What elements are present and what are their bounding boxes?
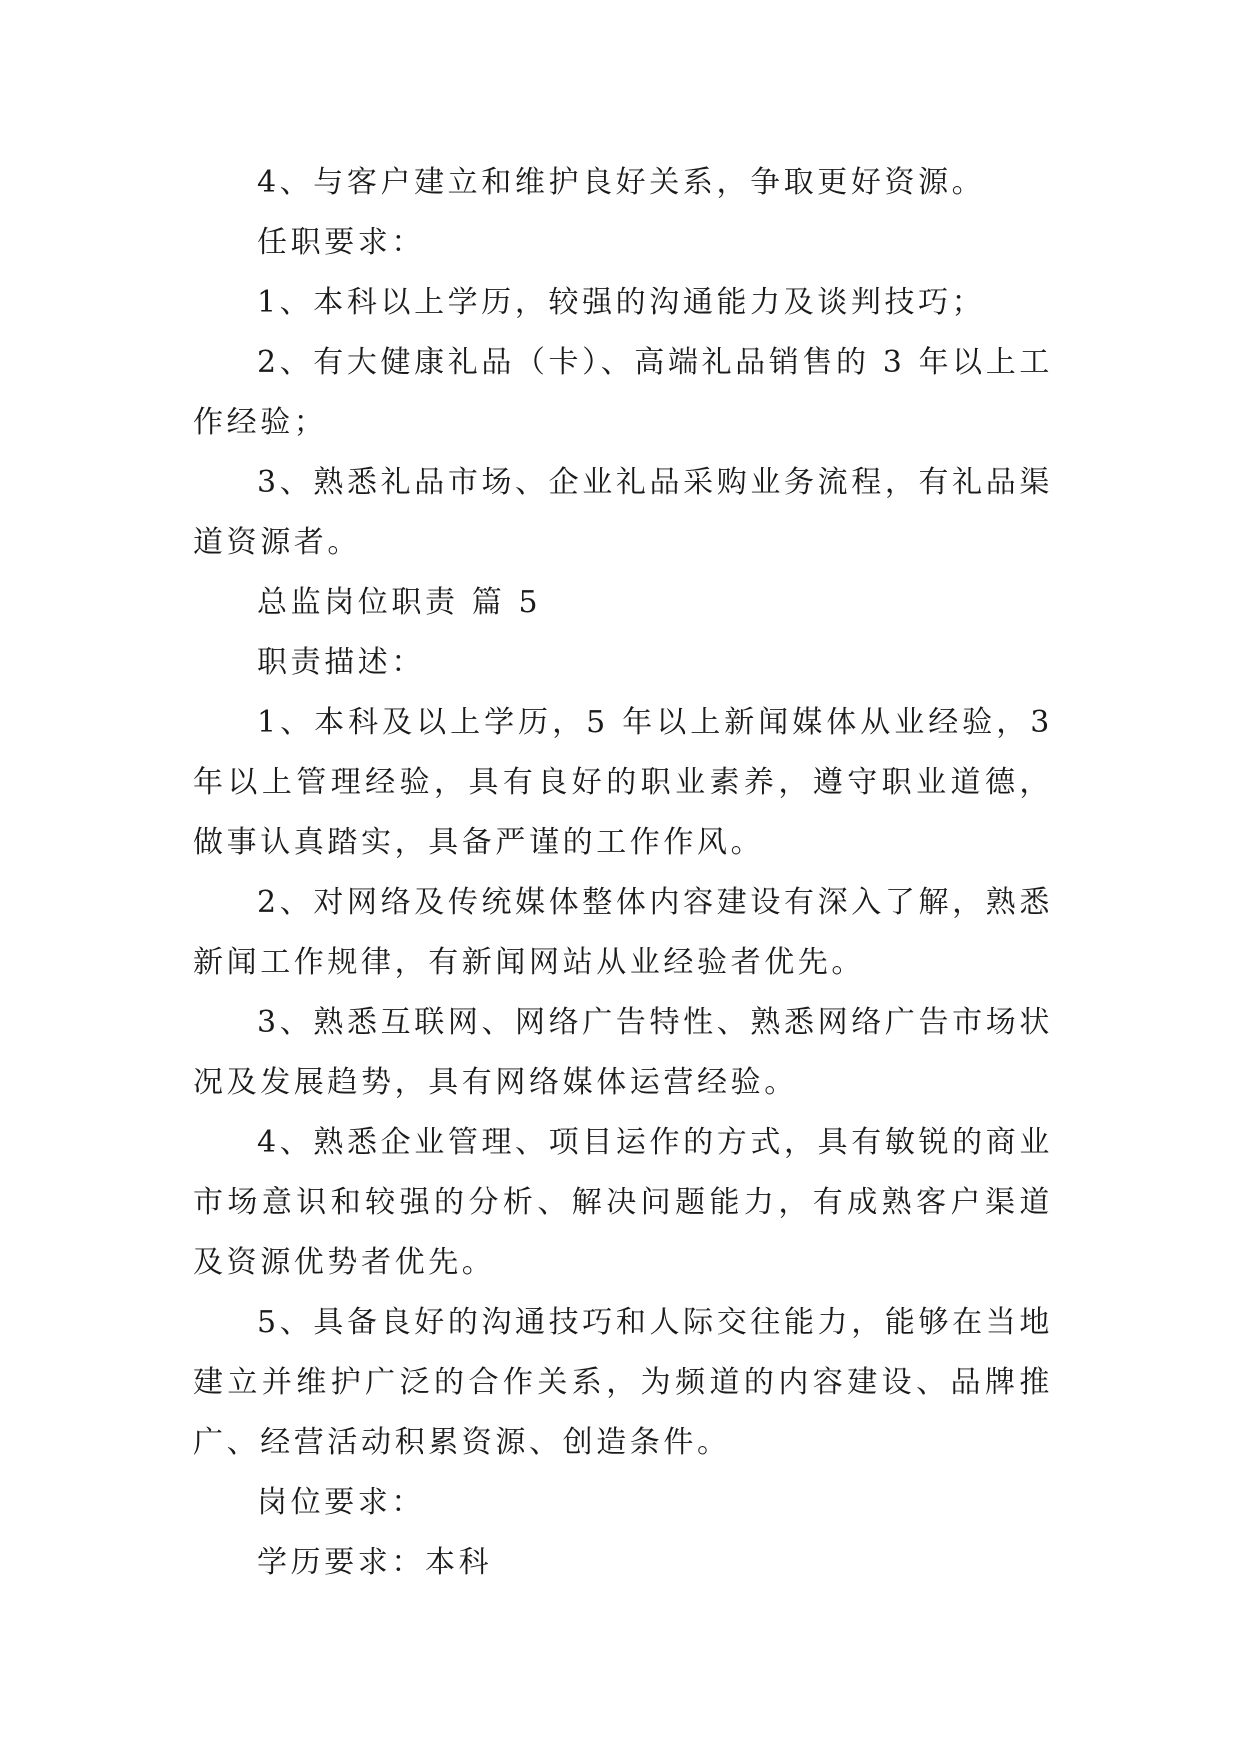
paragraph-requirement-1: 1、本科以上学历，较强的沟通能力及谈判技巧； — [257, 285, 986, 320]
paragraph-requirement-3: 3、熟悉礼品市场、企业礼品采购业务流程，有礼品渠道资源者。 — [193, 465, 1053, 560]
paragraph-description-5: 5、具备良好的沟通技巧和人际交往能力，能够在当地建立并维护广泛的合作关系，为频道的内容建设、品牌推广、经营活动积累资源、创造条件。 — [193, 1305, 1053, 1460]
education-requirement: 学历要求：本科 — [257, 1545, 493, 1580]
heading-position-requirements: 岗位要求： — [257, 1485, 425, 1520]
paragraph-requirement-2: 2、有大健康礼品（卡）、高端礼品销售的 3 年以上工作经验； — [193, 345, 1053, 440]
paragraph-description-3: 3、熟悉互联网、网络广告特性、熟悉网络广告市场状况及发展趋势，具有网络媒体运营经验。 — [193, 1005, 1053, 1100]
paragraph-description-2: 2、对网络及传统媒体整体内容建设有深入了解，熟悉新闻工作规律，有新闻网站从业经验者优先。 — [193, 885, 1053, 980]
heading-duty-description: 职责描述： — [257, 645, 425, 680]
paragraph-duty-4: 4、与客户建立和维护良好关系，争取更好资源。 — [257, 165, 986, 200]
document-body — [193, 153, 1053, 1593]
paragraph-description-4: 4、熟悉企业管理、项目运作的方式，具有敏锐的商业市场意识和较强的分析、解决问题能力，有成熟客户渠道及资源优势者优先。 — [193, 1125, 1053, 1280]
heading-job-requirements: 任职要求： — [257, 225, 425, 260]
paragraph-description-1: 1、本科及以上学历，5 年以上新闻媒体从业经验，3 年以上管理经验，具有良好的职业素养，遵守职业道德，做事认真踏实，具备严谨的工作作风。 — [193, 705, 1053, 860]
section-title-part-5: 总监岗位职责 篇 5 — [257, 585, 542, 620]
